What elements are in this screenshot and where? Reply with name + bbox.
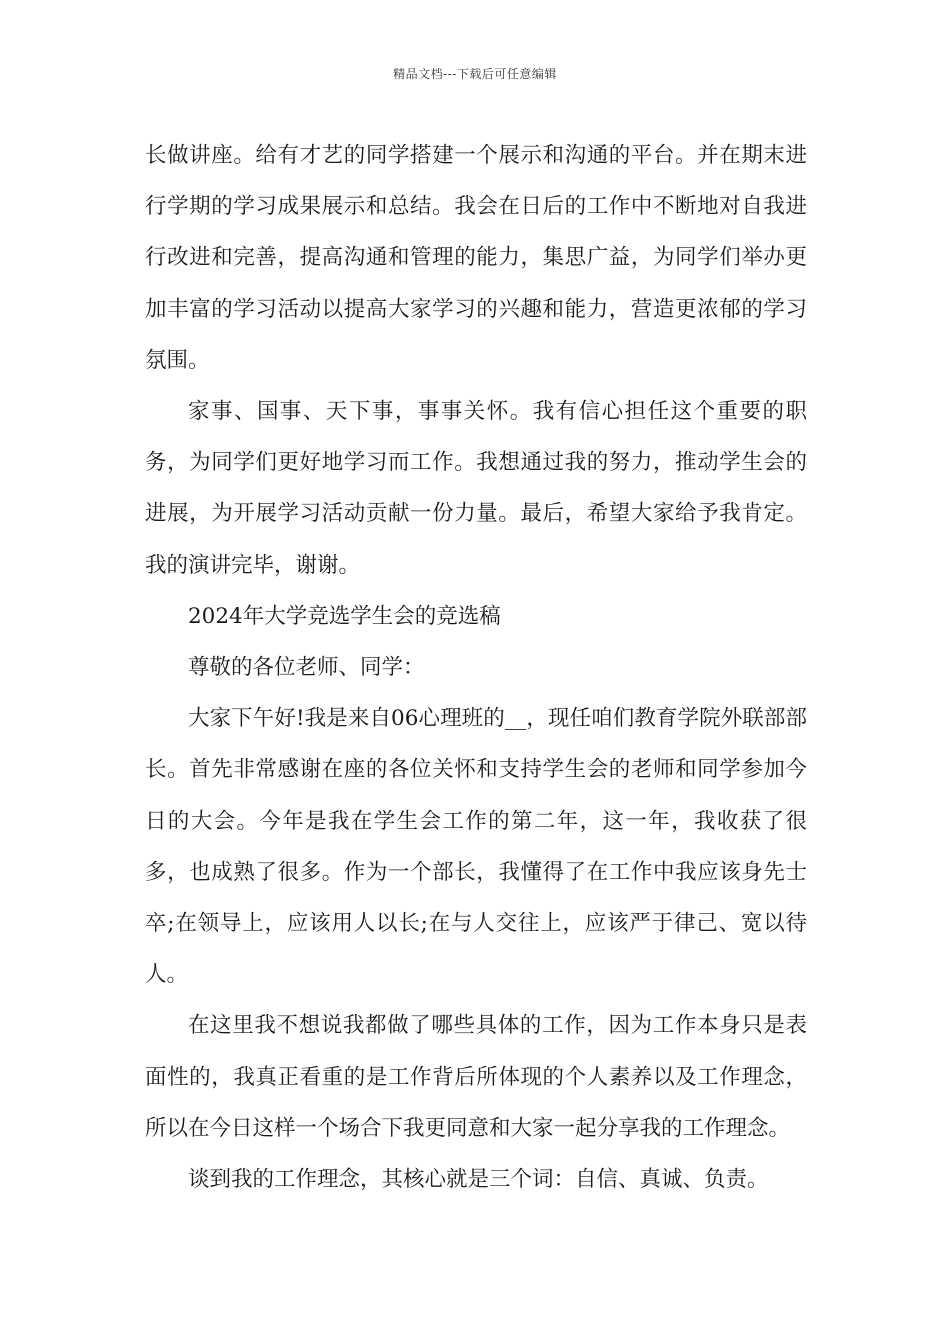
document-body xyxy=(145,130,807,1205)
paragraph-core-values: 谈到我的工作理念，其核心就是三个词：自信、真诚、负责。 xyxy=(188,1167,769,1193)
paragraph-philosophy: 在这里我不想说我都做了哪些具体的工作，因为工作本身只是表面性的，我真正看重的是工作背后所体现的个人素养以及工作理念，所以在今日这样一个场合下我更同意和大家一起分享我的工作理念。 xyxy=(145,1013,807,1141)
section-title: 2024年大学竞选学生会的竞选稿 xyxy=(188,603,501,629)
page-header: 精品文档---下载后可任意编辑 xyxy=(393,67,557,81)
paragraph-closing: 家事、国事、天下事，事事关怀。我有信心担任这个重要的职务，为同学们更好地学习而工作。我想通过我的努力，推动学生会的进展，为开展学习活动贡献一份力量。最后，希望大家给予我肯定。我的演讲完毕，谢谢。 xyxy=(145,399,807,578)
salutation: 尊敬的各位老师、同学： xyxy=(188,655,425,681)
paragraph-continuation: 长做讲座。给有才艺的同学搭建一个展示和沟通的平台。并在期末进行学期的学习成果展示和总结。我会在日后的工作中不断地对自我进行改进和完善，提高沟通和管理的能力，集思广益，为同学们举办更加丰富的学习活动以提高大家学习的兴趣和能力，营造更浓郁的学习氛围。 xyxy=(145,143,807,373)
paragraph-introduction: 大家下午好!我是来自06心理班的__，现任咱们教育学院外联部部长。首先非常感谢在座的各位关怀和支持学生会的老师和同学参加今日的大会。今年是我在学生会工作的第二年，这一年，我收获了很多，也成熟了很多。作为一个部长，我懂得了在工作中我应该身先士卒;在领导上，应该用人以长;在与人交往上，应该严于律己、宽以待人。 xyxy=(145,706,807,988)
